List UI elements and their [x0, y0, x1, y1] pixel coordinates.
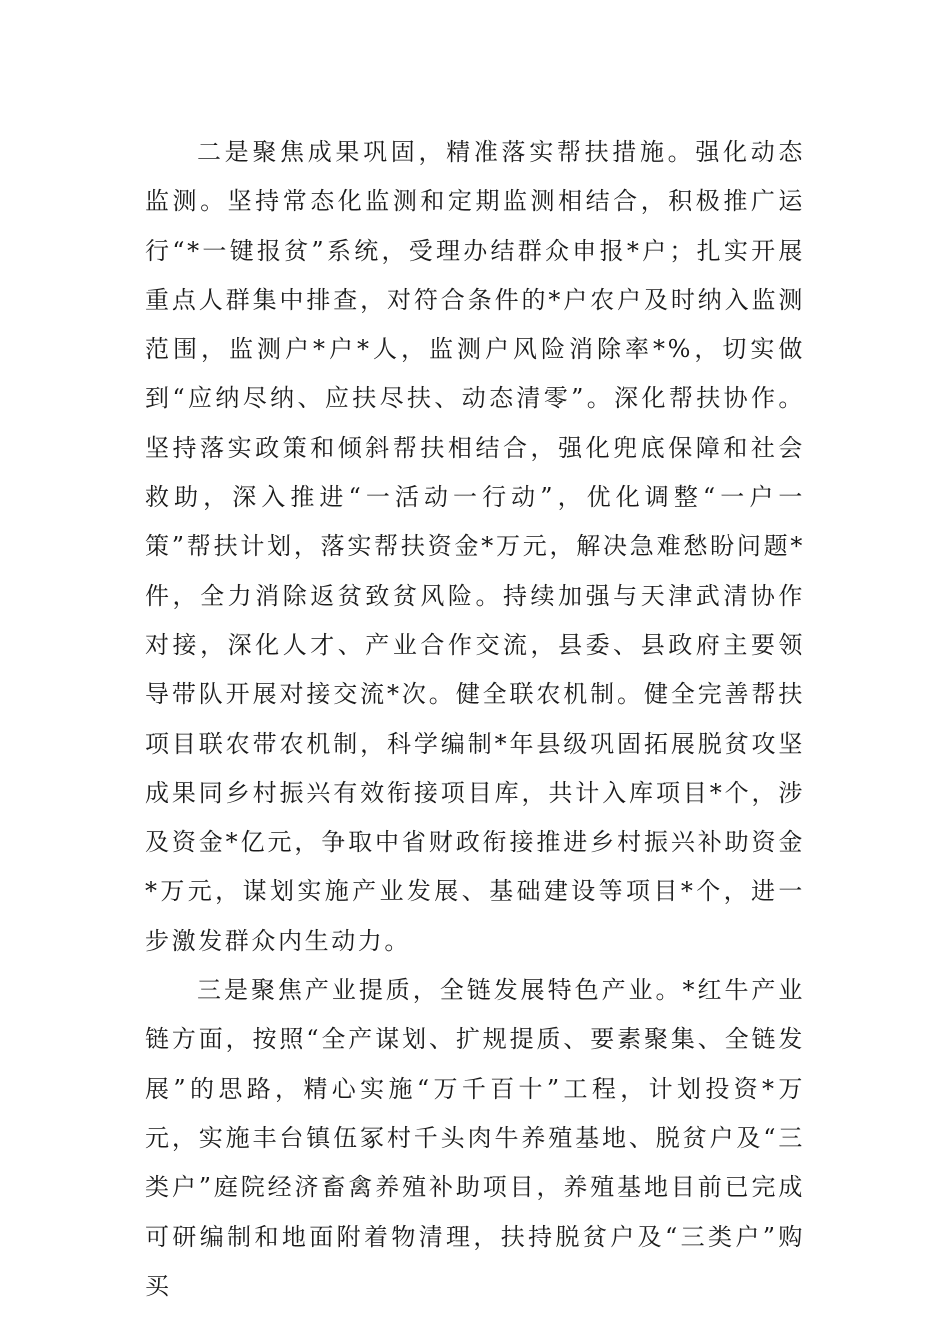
paragraph-industry-upgrade: 三是聚焦产业提质，全链发展特色产业。*红牛产业链方面，按照“全产谋划、扩规提质、要素聚集、全链发展”的思路，精心实施“万千百十”工程，计划投资*万元，实施丰台镇伍冢村千头肉牛养殖基地、脱贫户及“三类户”庭院经济畜禽养殖补助项目，养殖基地目前已完成可研编制和地面附着物清理，扶持脱贫户及“三类户”购买 — [145, 976, 805, 1300]
document-body — [145, 128, 805, 1311]
paragraph-consolidation-measures: 二是聚焦成果巩固，精准落实帮扶措施。强化动态监测。坚持常态化监测和定期监测相结合，积极推广运行“*一键报贫”系统，受理办结群众申报*户；扎实开展重点人群集中排查，对符合条件的*户农户及时纳入监测范围，监测户*户*人，监测户风险消除率*%，切实做到“应纳尽纳、应扶尽扶、动态清零”。深化帮扶协作。坚持落实政策和倾斜帮扶相结合，强化兜底保障和社会救助，深入推进“一活动一行动”，优化调整“一户一策”帮扶计划，落实帮扶资金*万元，解决急难愁盼问题*件，全力消除返贫致贫风险。持续加强与天津武清协作对接，深化人才、产业合作交流，县委、县政府主要领导带队开展对接交流*次。健全联农机制。健全完善帮扶项目联农带农机制，科学编制*年县级巩固拓展脱贫攻坚成果同乡村振兴有效衔接项目库，共计入库项目*个，涉及资金*亿元，争取中省财政衔接推进乡村振兴补助资金*万元，谋划实施产业发展、基础建设等项目*个，进一步激发群众内生动力。 — [145, 138, 805, 955]
